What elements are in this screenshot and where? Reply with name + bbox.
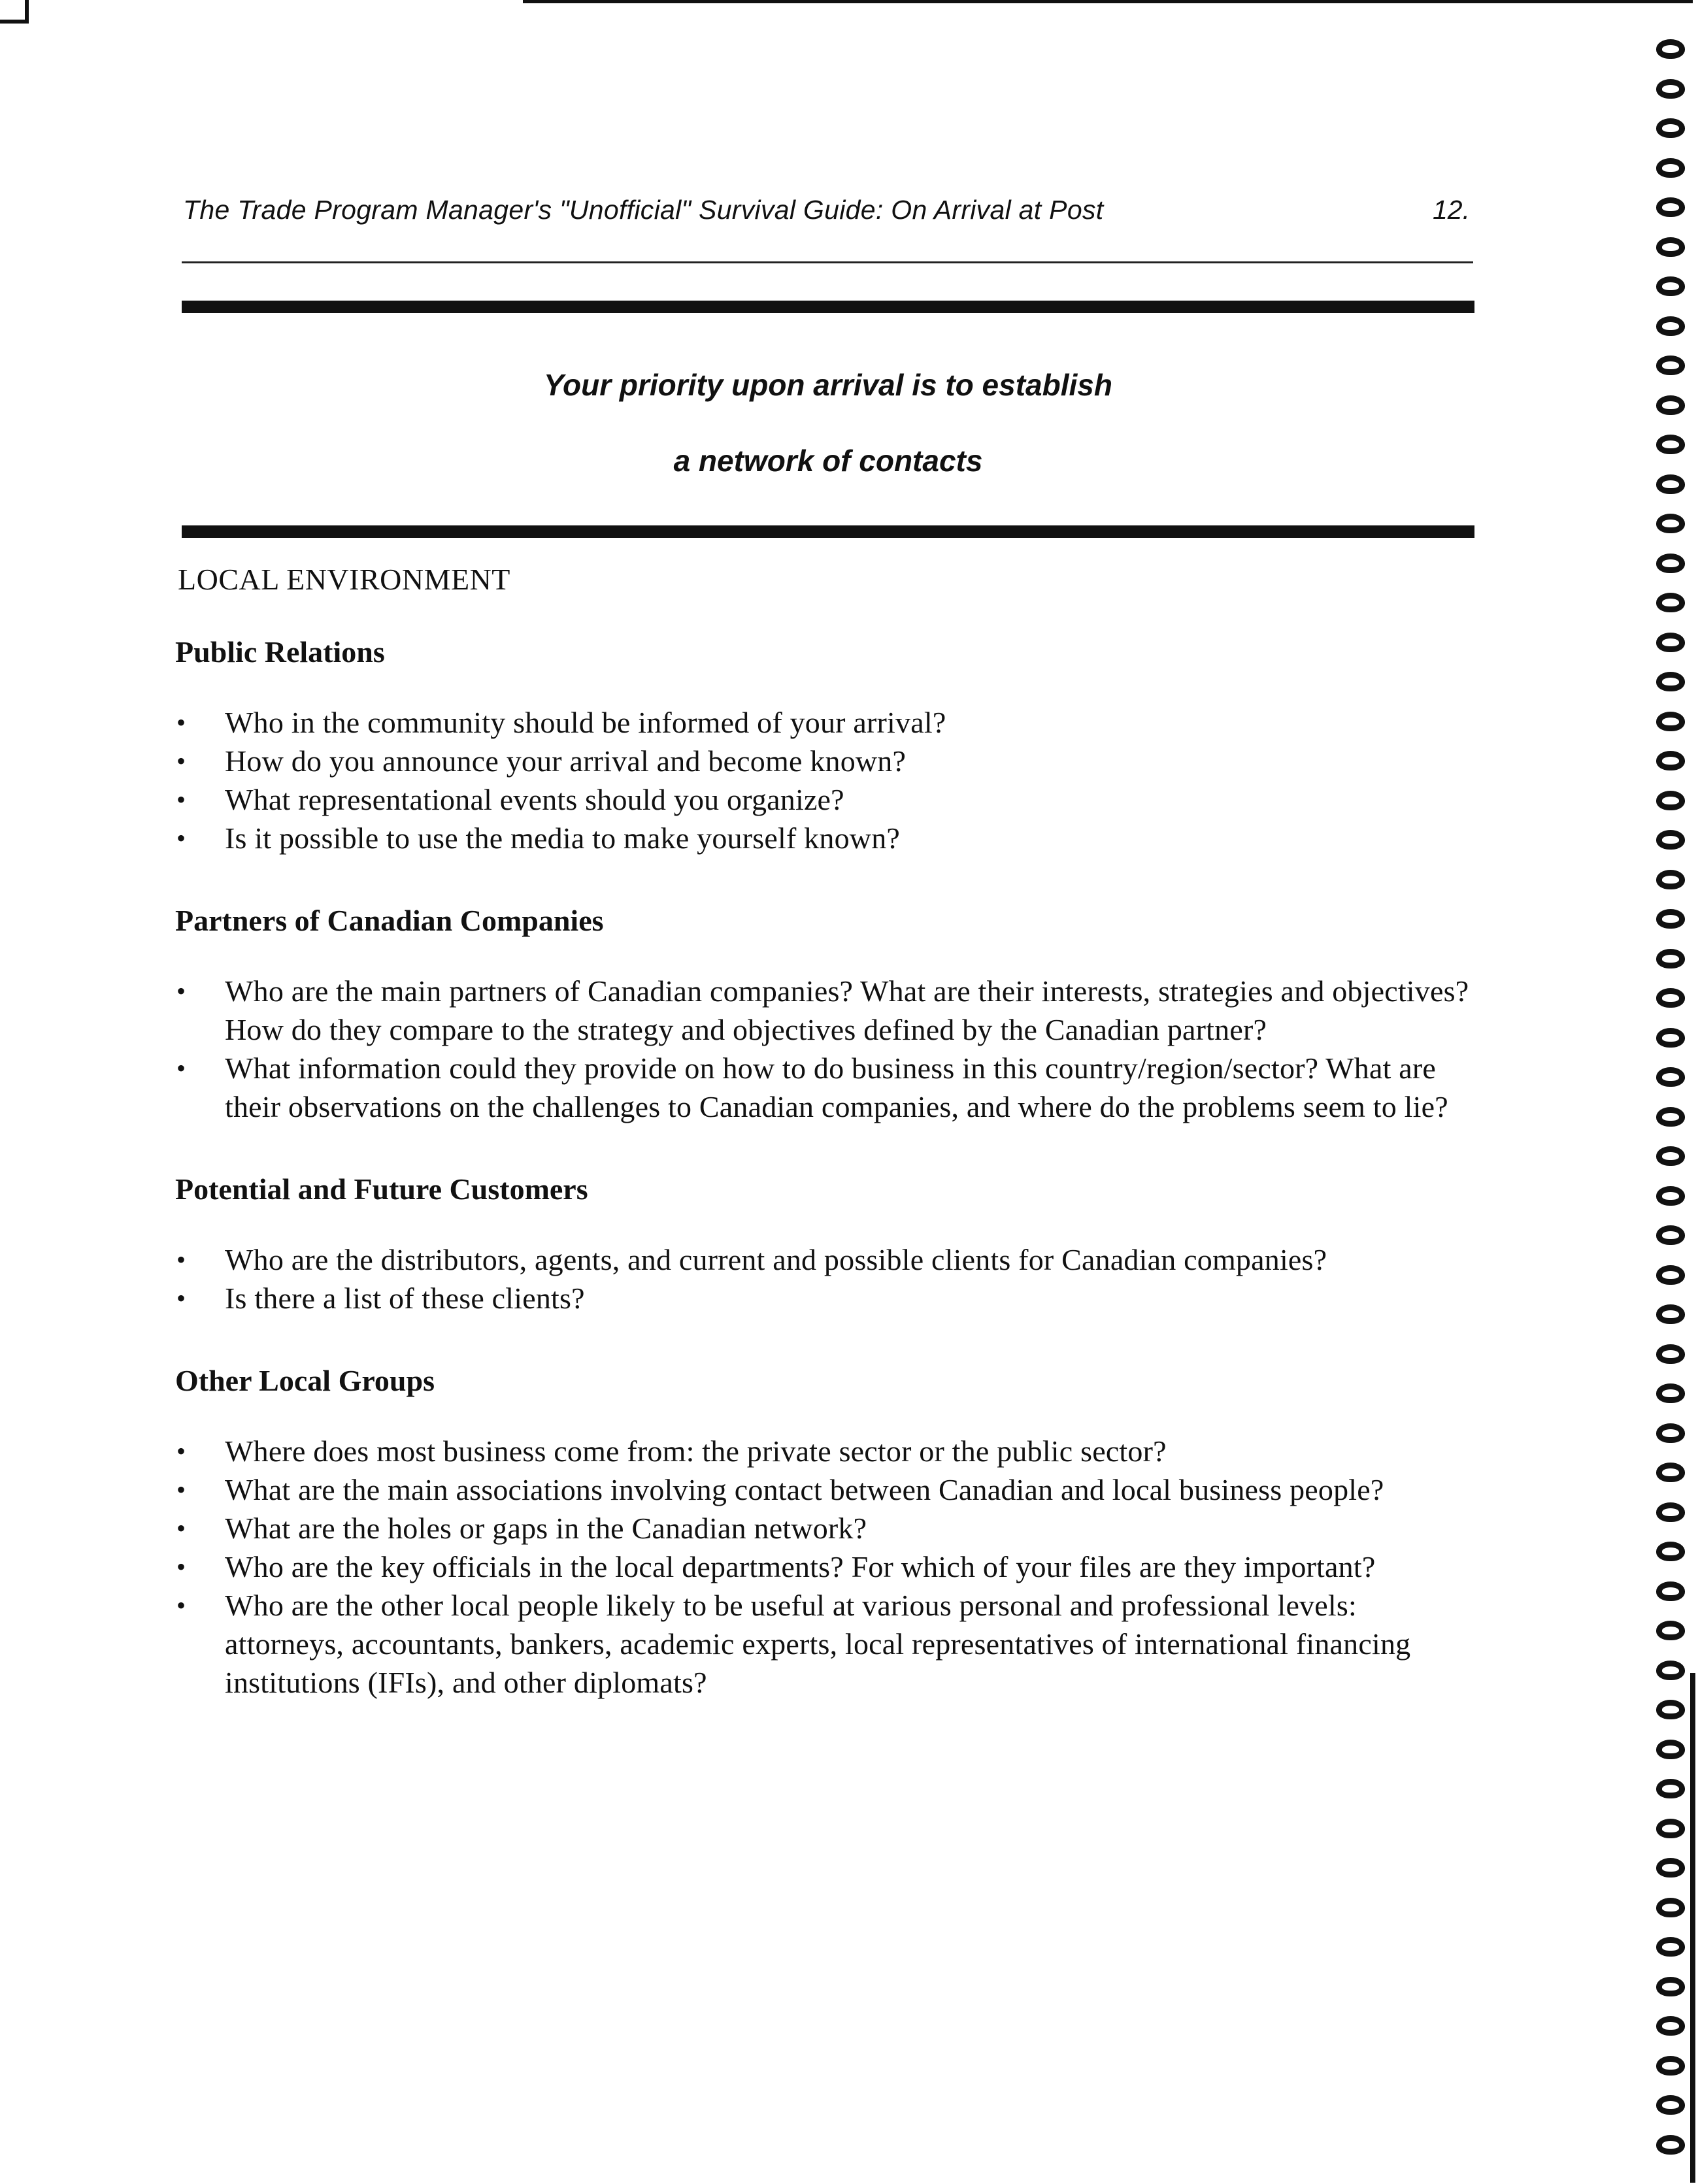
section-title: Partners of Canadian Companies: [175, 904, 604, 937]
list-item: [175, 1547, 1476, 1586]
bullet-icon: •: [176, 746, 186, 776]
bullet-icon: •: [176, 823, 186, 853]
binding-coil: [1656, 1107, 1685, 1127]
list-item-text: How do you announce your arrival and become known?: [225, 744, 907, 778]
binding-coil: [1656, 118, 1685, 138]
binding-coil: [1656, 356, 1685, 375]
binding-coil: [1656, 633, 1685, 652]
binding-coil: [1656, 554, 1685, 573]
binding-coil: [1656, 1383, 1685, 1403]
list-item-text: What representational events should you organize?: [225, 783, 844, 816]
binding-coil: [1656, 988, 1685, 1008]
binding-coil: [1656, 1067, 1685, 1087]
list-item: [175, 1049, 1476, 1126]
list-item-text: Is it possible to use the media to make yourself known?: [225, 821, 901, 855]
spiral-binding: [1652, 39, 1691, 2184]
bullet-list: [175, 1240, 1476, 1317]
binding-coil: [1656, 79, 1685, 99]
binding-coil: [1656, 909, 1685, 929]
binding-coil: [1656, 1265, 1685, 1285]
binding-coil: [1656, 1344, 1685, 1364]
section-title: Other Local Groups: [175, 1364, 435, 1397]
bullet-icon: •: [176, 785, 186, 814]
binding-coil: [1656, 1977, 1685, 1996]
section-title: Public Relations: [175, 635, 385, 669]
list-item-text: What are the main associations involving contact between Canadian and local business people?: [225, 1473, 1384, 1506]
binding-coil: [1656, 1225, 1685, 1245]
binding-coil: [1656, 1819, 1685, 1838]
binding-coil: [1656, 672, 1685, 691]
binding-coil: [1656, 395, 1685, 415]
binding-coil: [1656, 39, 1685, 59]
bullet-list: [175, 703, 1476, 857]
bullet-icon: •: [176, 1514, 186, 1543]
binding-coil: [1656, 2135, 1685, 2155]
list-item-text: Who are the other local people likely to be useful at various personal and professional levels: attorneys, accountants, bankers, academic experts, local representatives of international financing institutions (IFIs), and other diplomats?: [225, 1589, 1411, 1699]
bullet-icon: •: [176, 1283, 186, 1313]
scan-top-edge-line: [523, 0, 1693, 3]
binding-coil: [1656, 1146, 1685, 1166]
binding-coil: [1656, 2095, 1685, 2115]
binding-coil: [1656, 1898, 1685, 1917]
binding-coil: [1656, 712, 1685, 731]
binding-coil: [1656, 1463, 1685, 1482]
list-item: [175, 1470, 1476, 1509]
list-item: [175, 972, 1476, 1049]
callout-bottom-rule: [182, 525, 1474, 538]
running-header-title: The Trade Program Manager's "Unofficial" Survival Guide: On Arrival at Post: [183, 195, 1104, 225]
page-number: 12.: [1433, 195, 1470, 225]
binding-coil: [1656, 830, 1685, 850]
list-item-text: Who are the key officials in the local departments? For which of your files are they important?: [225, 1550, 1376, 1583]
binding-coil: [1656, 1186, 1685, 1206]
list-item-text: Who in the community should be informed of your arrival?: [225, 706, 946, 739]
bullet-icon: •: [176, 1245, 186, 1274]
binding-coil: [1656, 1700, 1685, 1719]
bullet-icon: •: [176, 976, 186, 1006]
section-partners-of-canadian-companies: [175, 903, 1476, 1126]
priority-callout-line-1: Your priority upon arrival is to establish: [544, 368, 1112, 402]
callout-top-rule: [182, 301, 1474, 313]
binding-coil: [1656, 2016, 1685, 2036]
binding-coil: [1656, 1502, 1685, 1522]
bullet-icon: •: [176, 1436, 186, 1466]
binding-coil: [1656, 1542, 1685, 1561]
binding-coil: [1656, 1858, 1685, 1878]
binding-coil: [1656, 237, 1685, 257]
binding-coil: [1656, 751, 1685, 770]
bullet-icon: •: [176, 1591, 186, 1620]
list-item-text: What information could they provide on how to do business in this country/region/sector? What are their observations on the challenges to Canadian companies, and where do the problems seem to lie?: [225, 1051, 1448, 1123]
list-item-text: Who are the main partners of Canadian companies? What are their interests, strategies and objectives? How do they compare to the strategy and objectives defined by the Canadian partner?: [225, 974, 1469, 1046]
binding-coil: [1656, 1779, 1685, 1798]
binding-coil: [1656, 949, 1685, 968]
binding-coil: [1656, 435, 1685, 454]
list-item: [175, 1509, 1476, 1547]
main-heading: LOCAL ENVIRONMENT: [178, 563, 510, 596]
binding-coil: [1656, 791, 1685, 810]
list-item-text: Where does most business come from: the private sector or the public sector?: [225, 1434, 1167, 1468]
binding-coil: [1656, 197, 1685, 217]
list-item-text: Is there a list of these clients?: [225, 1282, 585, 1315]
list-item: [175, 1586, 1476, 1702]
list-item: [175, 780, 1476, 819]
page-content: [175, 562, 1476, 1747]
binding-coil: [1656, 1937, 1685, 1957]
binding-coil: [1656, 870, 1685, 889]
binding-edge-shadow: [1690, 1673, 1695, 2183]
header-rule: [182, 261, 1473, 263]
list-item: [175, 819, 1476, 857]
section-other-local-groups: [175, 1363, 1476, 1702]
list-item: [175, 703, 1476, 742]
binding-coil: [1656, 1621, 1685, 1640]
binding-coil: [1656, 2056, 1685, 2076]
section-potential-and-future-customers: [175, 1172, 1476, 1317]
bullet-icon: •: [176, 1475, 186, 1504]
scan-corner-mark-vertical: [25, 0, 29, 24]
bullet-list: [175, 972, 1476, 1126]
bullet-icon: •: [176, 708, 186, 737]
list-item: [175, 1432, 1476, 1470]
list-item: [175, 742, 1476, 780]
binding-coil: [1656, 1581, 1685, 1601]
bullet-icon: •: [176, 1053, 186, 1083]
section-public-relations: [175, 635, 1476, 857]
bullet-icon: •: [176, 1552, 186, 1581]
binding-coil: [1656, 316, 1685, 336]
binding-coil: [1656, 593, 1685, 612]
binding-coil: [1656, 1304, 1685, 1324]
priority-callout-line-2: a network of contacts: [673, 444, 983, 478]
binding-coil: [1656, 514, 1685, 533]
binding-coil: [1656, 276, 1685, 296]
list-item-text: Who are the distributors, agents, and current and possible clients for Canadian companies?: [225, 1243, 1327, 1276]
bullet-list: [175, 1432, 1476, 1702]
binding-coil: [1656, 474, 1685, 494]
list-item: [175, 1240, 1476, 1279]
list-item: [175, 1279, 1476, 1317]
binding-coil: [1656, 1740, 1685, 1759]
binding-coil: [1656, 1661, 1685, 1680]
binding-coil: [1656, 158, 1685, 178]
binding-coil: [1656, 1423, 1685, 1443]
binding-coil: [1656, 1028, 1685, 1048]
section-title: Potential and Future Customers: [175, 1172, 588, 1206]
list-item-text: What are the holes or gaps in the Canadian network?: [225, 1512, 867, 1545]
